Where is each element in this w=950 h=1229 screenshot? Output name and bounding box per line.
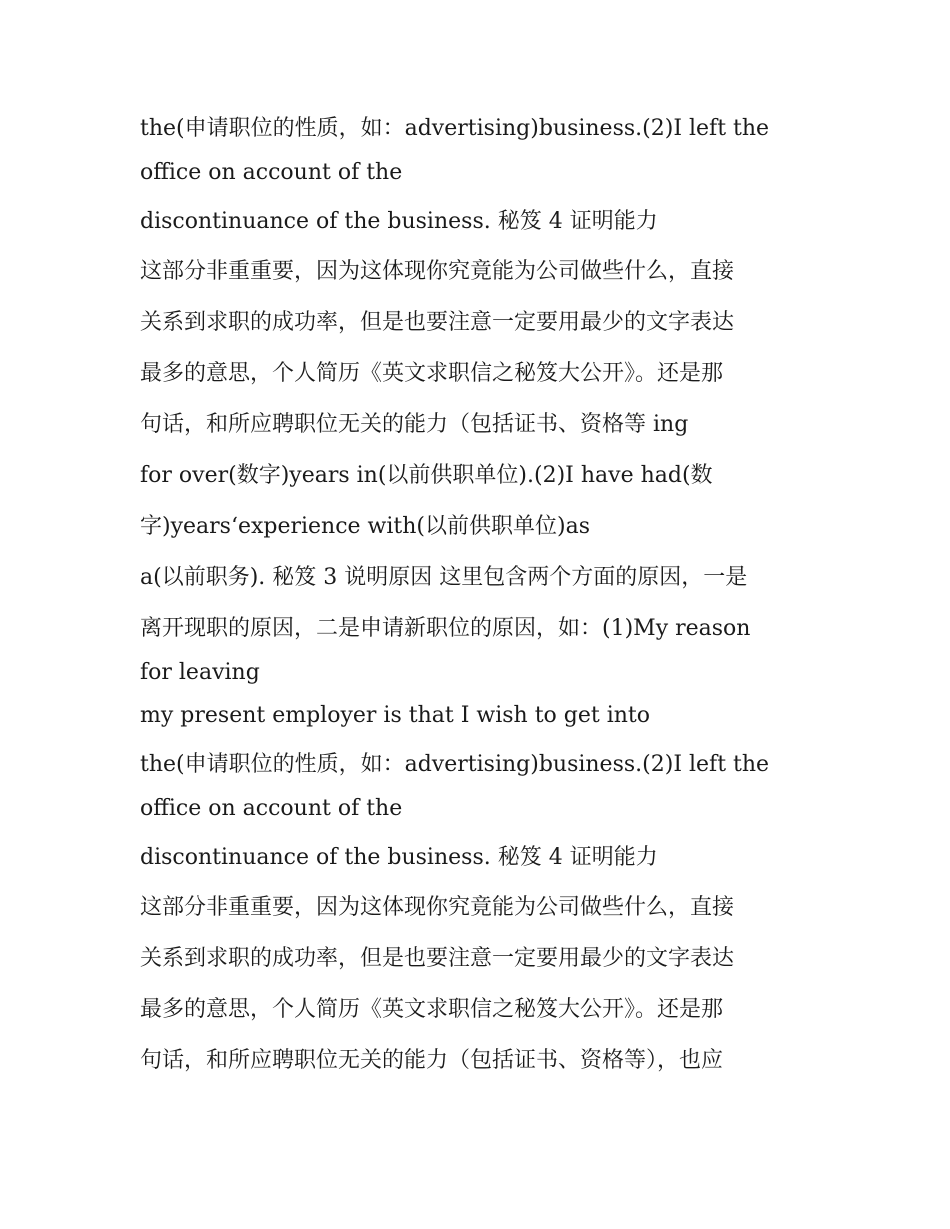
text-line: 离开现职的原因，二是申请新职位的原因，如：(1)My reason bbox=[140, 616, 751, 641]
text-line: 最多的意思，个人简历《英文求职信之秘笈大公开》。还是那 bbox=[140, 997, 724, 1022]
text-line: 句话，和所应聘职位无关的能力（包括证书、资格等），也应 bbox=[140, 1048, 724, 1073]
text-line: discontinuance of the business. 秘笈 4 证明能力 bbox=[140, 845, 658, 870]
text-line: a(以前职务). 秘笈 3 说明原因 这里包含两个方面的原因，一是 bbox=[140, 565, 748, 590]
text-line: the(申请职位的性质，如：advertising)business.(2)I left the bbox=[140, 752, 770, 777]
text-line: discontinuance of the business. 秘笈 4 证明能力 bbox=[140, 209, 658, 234]
text-line: my present employer is that I wish to get into bbox=[140, 703, 651, 728]
text-line: 这部分非重重要，因为这体现你究竟能为公司做些什么，直接 bbox=[140, 895, 735, 920]
text-line: office on account of the bbox=[140, 796, 403, 821]
text-line: for leaving bbox=[140, 660, 260, 685]
text-line: 最多的意思，个人简历《英文求职信之秘笈大公开》。还是那 bbox=[140, 361, 724, 386]
text-line: 关系到求职的成功率，但是也要注意一定要用最少的文字表达 bbox=[140, 310, 735, 335]
text-line: office on account of the bbox=[140, 160, 403, 185]
text-line: 这部分非重重要，因为这体现你究竟能为公司做些什么，直接 bbox=[140, 259, 735, 284]
text-line: 字)years‘experience with(以前供职单位)as bbox=[140, 514, 591, 539]
text-line: 关系到求职的成功率，但是也要注意一定要用最少的文字表达 bbox=[140, 946, 735, 971]
text-line: 句话，和所应聘职位无关的能力（包括证书、资格等 ing bbox=[140, 412, 689, 437]
text-line: for over(数字)years in(以前供职单位).(2)I have had(数 bbox=[140, 463, 713, 488]
text-line: the(申请职位的性质，如：advertising)business.(2)I left the bbox=[140, 116, 770, 141]
